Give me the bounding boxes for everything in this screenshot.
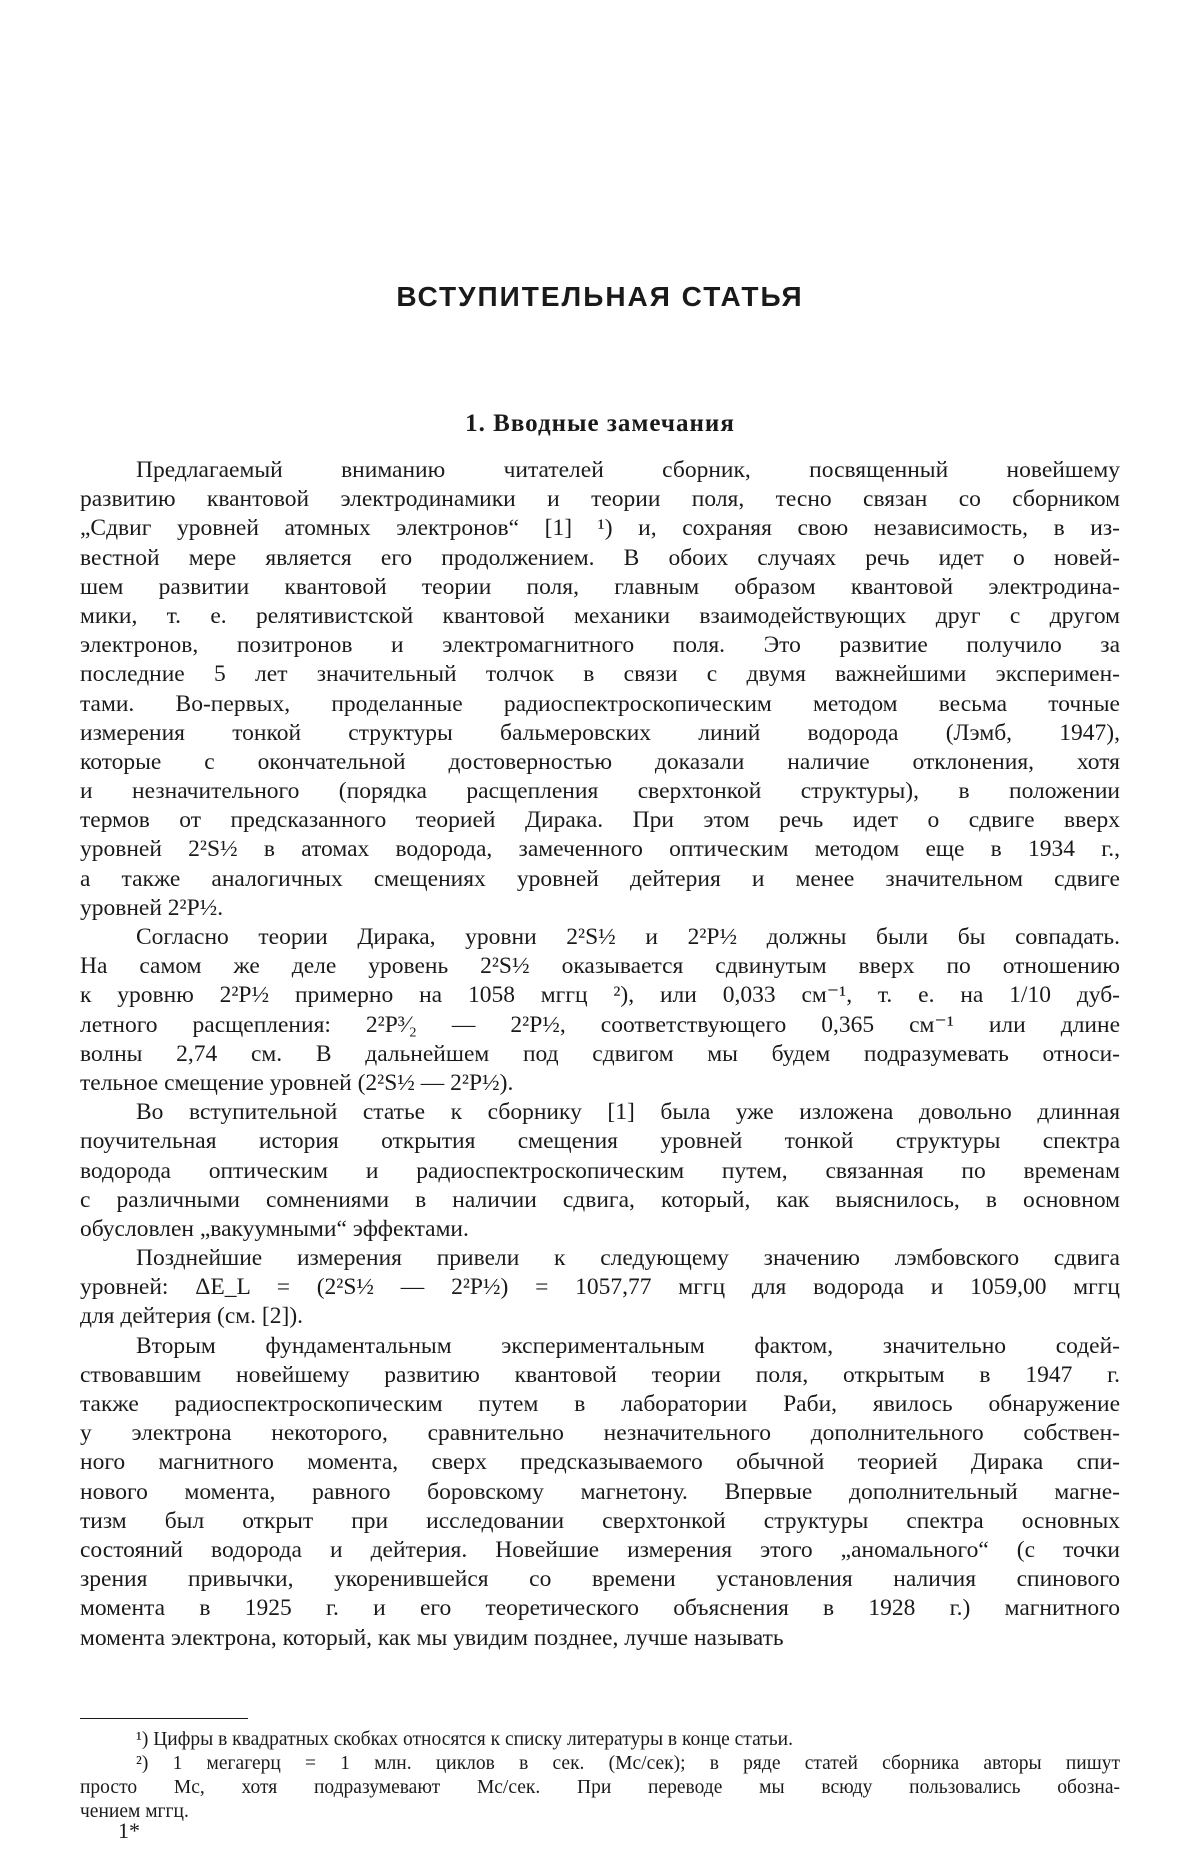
footnote-line: просто Мс, хотя подразумевают Мс/сек. При переводе мы всюду пользовались обозна-: [80, 1776, 1120, 1800]
text-line: и незначительного (порядка расщепления сверхтонкой структуры), в положении: [80, 777, 1120, 806]
text-line: нового момента, равного боровскому магнетону. Впервые дополнительный магне-: [80, 1478, 1120, 1507]
text-line: Во вступительной статье к сборнику [1] была уже изложена довольно длинная: [80, 1098, 1120, 1127]
text-line: развитию квантовой электродинамики и теории поля, тесно связан со сборником: [80, 485, 1120, 514]
text-line: Предлагаемый вниманию читателей сборник, посвященный новейшему: [80, 456, 1120, 485]
text-line: к уровню 2²P½ примерно на 1058 мггц ²), или 0,033 см⁻¹, т. е. на 1/10 дуб-: [80, 981, 1120, 1010]
document-page: [0, 0, 1200, 1868]
text-line: у электрона некоторого, сравнительно незначительного дополнительного собствен-: [80, 1419, 1120, 1448]
text-line: уровней 2²P½.: [80, 894, 1120, 923]
text-line: уровней 2²S½ в атомах водорода, замеченного оптическим методом еще в 1934 г.,: [80, 835, 1120, 864]
text-line: На самом же деле уровень 2²S½ оказывается сдвинутым вверх по отношению: [80, 952, 1120, 981]
text-line: тами. Во-первых, проделанные радиоспектроскопическим методом весьма точные: [80, 690, 1120, 719]
text-line: с различными сомнениями в наличии сдвига, который, как выяснилось, в основном: [80, 1186, 1120, 1215]
text-line: ного магнитного момента, сверх предсказываемого обычной теорией Дирака спи-: [80, 1448, 1120, 1477]
text-line: а также аналогичных смещениях уровней дейтерия и менее значительном сдвиге: [80, 865, 1120, 894]
text-line: измерения тонкой структуры бальмеровских линий водорода (Лэмб, 1947),: [80, 719, 1120, 748]
text-line: ствовавшим новейшему развитию квантовой теории поля, открытым в 1947 г.: [80, 1361, 1120, 1390]
text-line: момента в 1925 г. и его теоретического объяснения в 1928 г.) магнитного: [80, 1594, 1120, 1623]
text-line: волны 2,74 см. В дальнейшем под сдвигом мы будем подразумевать относи-: [80, 1040, 1120, 1069]
text-line: для дейтерия (см. [2]).: [80, 1302, 1120, 1331]
text-line: обусловлен „вакуумными“ эффектами.: [80, 1215, 1120, 1244]
text-line: электронов, позитронов и электромагнитного поля. Это развитие получило за: [80, 631, 1120, 660]
text-line: которые с окончательной достоверностью доказали наличие отклонения, хотя: [80, 748, 1120, 777]
text-line: тизм был открыт при исследовании сверхтонкой структуры спектра основных: [80, 1507, 1120, 1536]
text-line: момента электрона, который, как мы увидим позднее, лучше называть: [80, 1624, 1120, 1653]
page-number: 1*: [118, 1818, 140, 1844]
text-line: зрения привычки, укоренившейся со времени установления наличия спинового: [80, 1565, 1120, 1594]
page-title: ВСТУПИТЕЛЬНАЯ СТАТЬЯ: [0, 281, 1200, 313]
text-line: также радиоспектроскопическим путем в лаборатории Раби, явилось обнаружение: [80, 1390, 1120, 1419]
footnote-line: чением мггц.: [80, 1800, 1120, 1824]
text-line: Позднейшие измерения привели к следующему значению лэмбовского сдвига: [80, 1244, 1120, 1273]
body-text: [80, 456, 1120, 1653]
footnote-line: ²) 1 мегагерц = 1 млн. циклов в сек. (Мс/сек); в ряде статей сборника авторы пишут: [80, 1752, 1120, 1776]
text-line: Вторым фундаментальным экспериментальным фактом, значительно содей-: [80, 1332, 1120, 1361]
text-line: поучительная история открытия смещения уровней тонкой структуры спектра: [80, 1127, 1120, 1156]
text-line: мики, т. е. релятивистской квантовой механики взаимодействующих друг с другом: [80, 602, 1120, 631]
text-line: „Сдвиг уровней атомных электронов“ [1] ¹) и, сохраняя свою независимость, в из-: [80, 514, 1120, 543]
footnote-divider: [80, 1718, 248, 1719]
section-heading: 1. Вводные замечания: [0, 410, 1200, 438]
text-line: водорода оптическим и радиоспектроскопическим путем, связанная по временам: [80, 1157, 1120, 1186]
text-line: Согласно теории Дирака, уровни 2²S½ и 2²P½ должны были бы совпадать.: [80, 923, 1120, 952]
footnotes: [80, 1728, 1120, 1824]
text-line: состояний водорода и дейтерия. Новейшие измерения этого „аномального“ (с точки: [80, 1536, 1120, 1565]
footnote-line: ¹) Цифры в квадратных скобках относятся к списку литературы в конце статьи.: [80, 1728, 1120, 1752]
text-line: вестной мере является его продолжением. В обоих случаях речь идет о новей-: [80, 544, 1120, 573]
text-line: летного расщепления: 2²P³⁄₂ — 2²P½, соответствующего 0,365 см⁻¹ или длине: [80, 1011, 1120, 1040]
text-line: уровней: ΔE_L = (2²S½ — 2²P½) = 1057,77 мггц для водорода и 1059,00 мггц: [80, 1273, 1120, 1302]
text-line: последние 5 лет значительный толчок в связи с двумя важнейшими эксперимен-: [80, 660, 1120, 689]
text-line: шем развитии квантовой теории поля, главным образом квантовой электродина-: [80, 573, 1120, 602]
text-line: термов от предсказанного теорией Дирака. При этом речь идет о сдвиге вверх: [80, 806, 1120, 835]
text-line: тельное смещение уровней (2²S½ — 2²P½).: [80, 1069, 1120, 1098]
